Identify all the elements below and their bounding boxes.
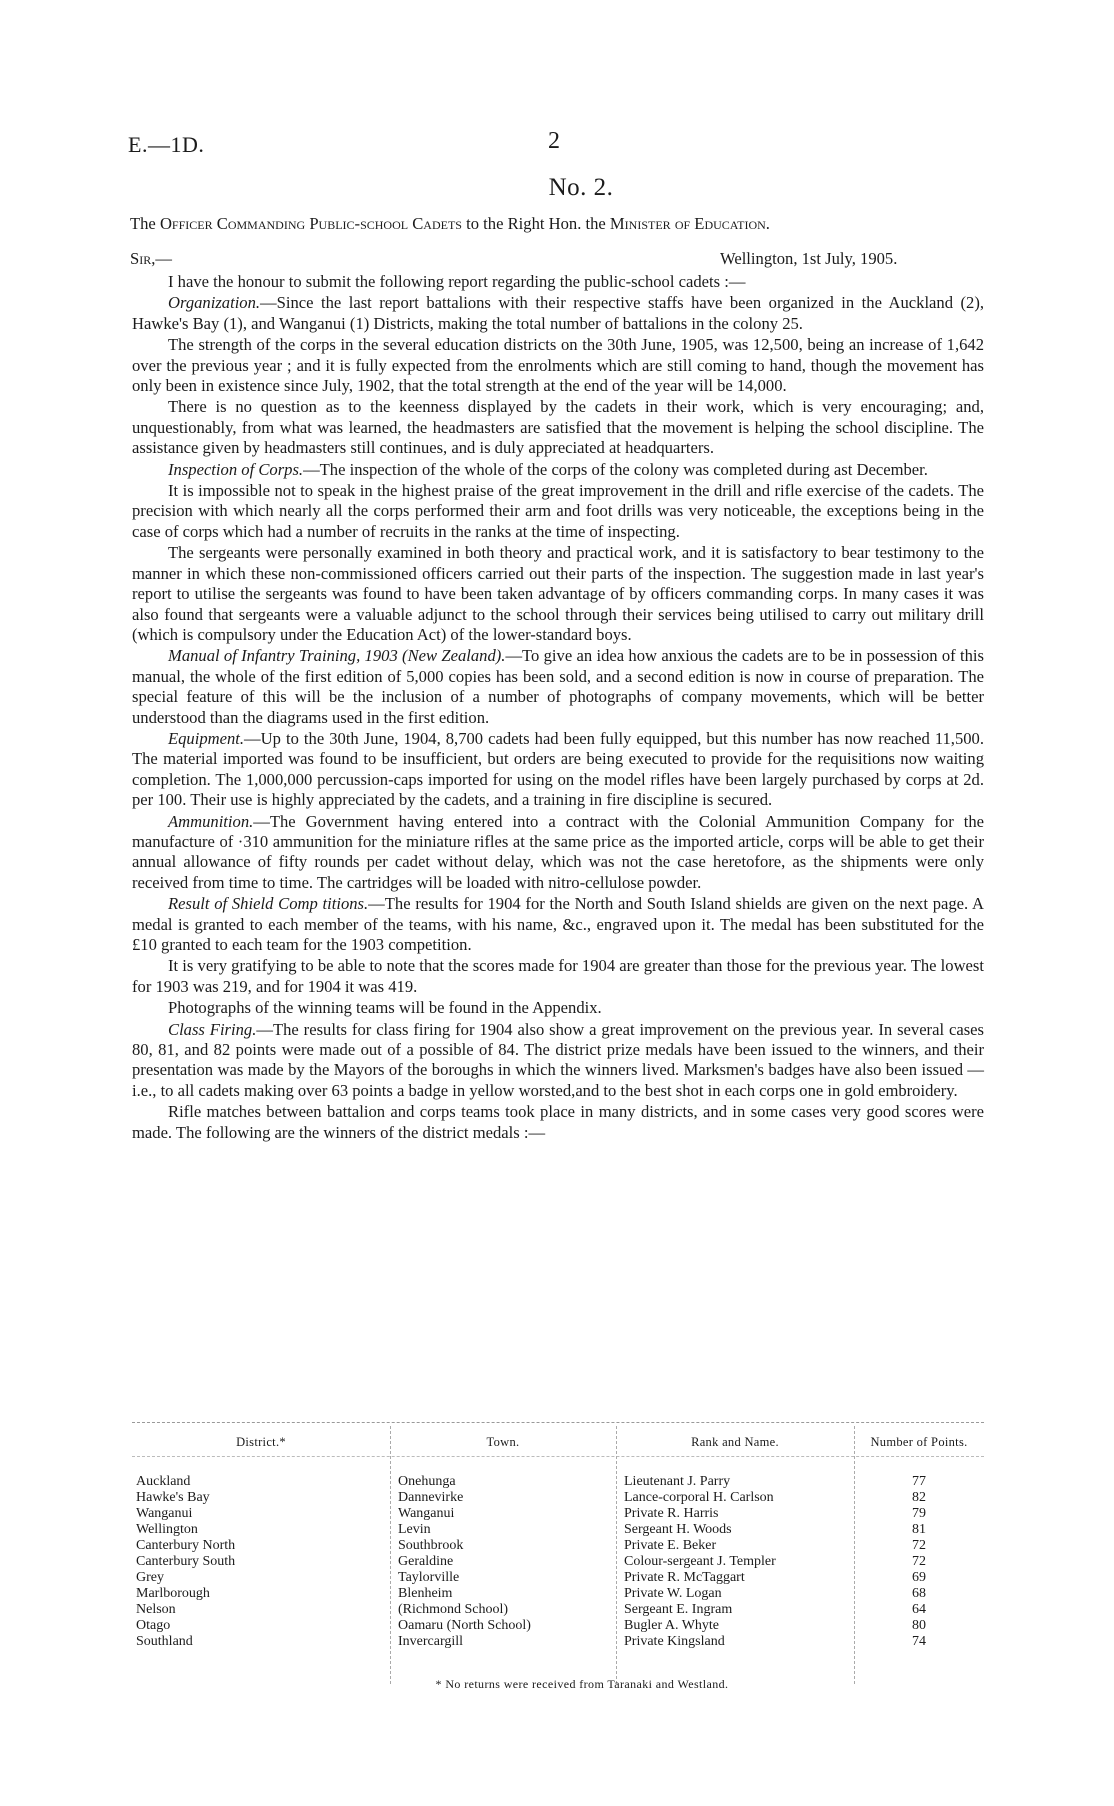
address-part-1: The: [130, 214, 160, 233]
officer-title: Officer Commanding Public-school Cadets: [159, 214, 462, 233]
dateline: Wellington, 1st July, 1905.: [720, 249, 898, 268]
paragraph-heading: Result of Shield Comp titions.: [168, 894, 369, 914]
paragraph: There is no question as to the keenness displayed by the cadets in their work, which is very encouraging; and, unquestionably, from what was learned, the headmasters are satisfied that the movement is helping the school discipline. The assistance given by headmasters still continues, and is duly appreciated at headquarters.: [132, 397, 984, 458]
paragraph: The strength of the corps in the several education districts on the 30th June, 1905, was 12,500, being an increase of 1,642 over the previous year ; and it is fully expected from the enrolments which are still coming to hand, though the movement has only been in existence since July, 1902, that the total strength at the end of the year will be 14,000.: [132, 335, 984, 396]
table-cell-district: Grey: [136, 1570, 164, 1585]
minister-title: Minister of Education.: [609, 214, 770, 233]
table-cell-town: Wanganui: [398, 1506, 455, 1521]
address-part-2: to the Right Hon. the: [461, 214, 610, 233]
table-cell-town: Invercargill: [398, 1634, 464, 1649]
town-column: [398, 1474, 612, 1650]
table-cell-rank-name: Private E. Beker: [624, 1538, 717, 1553]
paragraph: Manual of Infantry Training, 1903 (New Zealand).—To give an idea how anxious the cadets are to be in possession of this manual, the whole of the first edition of 5,000 copies has been sold, and a second edition is now in course of preparation. The special feature of this will be the inclusion of a number of photographs of company movements, which will be better understood than the diagrams used in the first edition.: [132, 646, 984, 727]
table-cell-town: Oamaru (North School): [398, 1618, 531, 1633]
table-cell-town: Southbrook: [398, 1538, 464, 1553]
table-cell-town: Blenheim: [398, 1586, 453, 1601]
paragraph: The sergeants were personally examined in both theory and practical work, and it is satisfactory to bear testimony to the manner in which these non-commissioned officers carried out their parts of the inspection. The suggestion made in last year's report to utilise the sergeants was found to have been taken advantage of by officers commanding corps. In many cases it was also found that sergeants were a valuable adjunct to the school through their services being utilised to carry out military drill (which is compulsory under the Education Act) of the lower-standard boys.: [132, 543, 984, 644]
column-header-town: Town.: [486, 1435, 520, 1449]
rank-name-column: [624, 1474, 850, 1650]
paragraph-heading: Manual of Infantry Training, 1903 (New Zealand).: [168, 646, 506, 666]
paragraph-heading: Class Firing.: [168, 1019, 257, 1039]
table-cell-district: Auckland: [136, 1474, 191, 1489]
table-cell-rank-name: Lieutenant J. Parry: [624, 1474, 731, 1489]
table-cell-town: Taylorville: [398, 1570, 460, 1585]
column-header-district: District.*: [236, 1435, 286, 1449]
paragraph: Ammunition.—The Government having entered into a contract with the Colonial Ammunition Company for the manufacture of ·310 ammunition for the miniature rifles at the same price as the imported article, corps will be able to get their annual allowance of fifty rounds per cadet without delay, which was not the case heretofore, as the shipments were only received from time to time. The cartridges will be loaded with nitro-cellulose powder.: [132, 811, 984, 892]
paragraph-heading: Inspection of Corps.: [168, 459, 304, 479]
paragraph-heading: Ammunition.: [168, 811, 254, 831]
salutation: Sir,—: [130, 249, 172, 268]
table-rule-header: [132, 1456, 984, 1457]
table-cell-town: Levin: [398, 1522, 431, 1537]
table-cell-points: 80: [912, 1618, 926, 1633]
table-rule-top: [132, 1422, 984, 1423]
page-number: 2: [548, 128, 560, 154]
paragraph-heading: Organization.: [168, 293, 261, 313]
paragraph: I have the honour to submit the following report regarding the public-school cadets :—: [168, 272, 746, 291]
table-cell-rank-name: Private R. Harris: [624, 1506, 719, 1521]
table-cell-district: Nelson: [136, 1602, 176, 1617]
table-cell-points: 72: [912, 1538, 926, 1553]
table-cell-points: 77: [912, 1474, 926, 1489]
table-cell-district: Canterbury North: [136, 1538, 236, 1553]
table-cell-points: 68: [912, 1586, 926, 1601]
table-cell-rank-name: Bugler A. Whyte: [624, 1618, 720, 1633]
table-cell-town: Onehunga: [398, 1474, 456, 1489]
table-cell-rank-name: Sergeant E. Ingram: [624, 1602, 733, 1617]
table-cell-rank-name: Private R. McTaggart: [624, 1570, 745, 1585]
paragraph: Photographs of the winning teams will be found in the Appendix.: [168, 998, 602, 1018]
table-cell-district: Wellington: [136, 1522, 198, 1537]
table-cell-district: Hawke's Bay: [136, 1490, 210, 1505]
table-cell-rank-name: Colour-sergeant J. Templer: [624, 1554, 776, 1569]
address-line: [130, 214, 980, 234]
paragraph: Equipment.—Up to the 30th June, 1904, 8,700 cadets had been fully equipped, but this number has now reached 11,500. The material imported was found to be insufficient, but orders are being executed to provide for the requisitions now waiting completion. The 1,000,000 percussion-caps imported for using on the model rifles have been largely purchased by corps at 2d. per 100. Their use is highly appreciated by the cadets, and a training in fire discipline is secured.: [132, 728, 984, 810]
paragraph: Inspection of Corps.—The inspection of the whole of the corps of the colony was completed during ast December.: [168, 459, 928, 479]
document-code: E.—1D.: [128, 132, 205, 157]
table-cell-district: Canterbury South: [136, 1554, 236, 1569]
paragraph: It is impossible not to speak in the highest praise of the great improvement in the drill and rifle exercise of the cadets. The precision with which nearly all the corps performed their arm and foot drills was very noticeable, the exceptions being in the case of corps which had a number of recruits in the ranks at the time of inspecting.: [132, 481, 984, 541]
column-divider: [390, 1426, 391, 1684]
paragraph: Rifle matches between battalion and corps teams took place in many districts, and in some cases very good scores were made. The following are the winners of the district medals :—: [132, 1102, 984, 1142]
table-cell-points: 82: [912, 1490, 926, 1505]
paragraph: Organization.—Since the last report battalions with their respective staffs have been organized in the Auckland (2), Hawke's Bay (1), and Wanganui (1) Districts, making the total number of battalions in the colony 25.: [132, 293, 984, 333]
table-cell-points: 64: [912, 1602, 926, 1617]
table-footnote: * No returns were received from Taranaki and Westland.: [435, 1677, 729, 1691]
report-body: [132, 272, 984, 1144]
district-column: [136, 1474, 386, 1650]
paragraph-heading: Equipment.: [168, 728, 245, 748]
document-number: No. 2.: [548, 174, 614, 201]
table-cell-rank-name: Private W. Logan: [624, 1586, 722, 1601]
paragraph: Result of Shield Comp titions.—The results for 1904 for the North and South Island shields are given on the next page. A medal is granted to each member of the teams, with his name, &c., engraved upon it. The medal has been substituted for the £10 granted to each team for the 1903 competition.: [132, 894, 984, 954]
column-header-points: Number of Points.: [870, 1435, 968, 1449]
points-column: [854, 1474, 984, 1650]
paragraph: Class Firing.—The results for class firing for 1904 also show a great improvement on the previous year. In several cases 80, 81, and 82 points were made out of a possible of 84. The district prize medals have been issued to the winners, and their presentation was made by the Mayors of the boroughs in which the winners lived. Marksmen's badges have also been issued — i.e., to all cadets making over 63 points a badge in yellow worsted,and to the best shot in each corps one in gold embroidery.: [132, 1019, 984, 1100]
table-cell-points: 69: [912, 1570, 926, 1585]
table-cell-district: Otago: [136, 1618, 171, 1633]
table-cell-town: (Richmond School): [398, 1602, 509, 1617]
table-cell-points: 72: [912, 1554, 926, 1569]
column-header-rank-name: Rank and Name.: [691, 1435, 779, 1449]
column-divider: [616, 1426, 617, 1684]
table-cell-rank-name: Private Kingsland: [624, 1634, 725, 1649]
table-cell-district: Southland: [136, 1634, 193, 1649]
table-cell-points: 81: [912, 1522, 926, 1537]
paragraph: It is very gratifying to be able to note that the scores made for 1904 are greater than those for the previous year. The lowest for 1903 was 219, and for 1904 it was 419.: [132, 956, 984, 996]
table-cell-town: Geraldine: [398, 1554, 454, 1569]
table-cell-town: Dannevirke: [398, 1490, 464, 1505]
table-cell-district: Wanganui: [136, 1506, 193, 1521]
table-cell-points: 79: [912, 1506, 926, 1521]
table-cell-rank-name: Lance-corporal H. Carlson: [624, 1490, 774, 1505]
table-cell-district: Marlborough: [136, 1586, 210, 1601]
table-cell-points: 74: [912, 1634, 926, 1649]
table-cell-rank-name: Sergeant H. Woods: [624, 1522, 732, 1537]
